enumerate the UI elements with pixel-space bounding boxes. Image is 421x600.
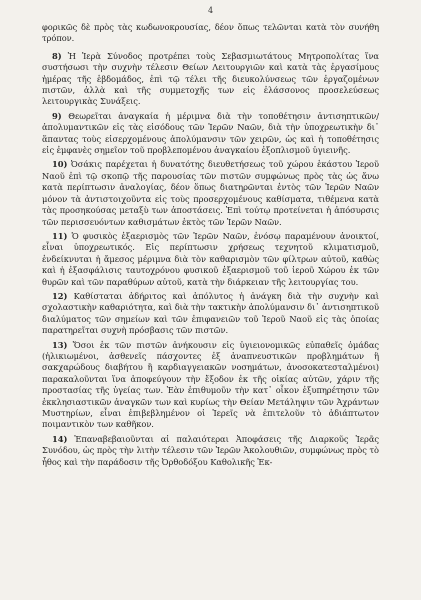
- page-number: 4: [207, 6, 214, 15]
- item-text: Ὀσάκις παρέχεται ἡ δυνατότης διευθετήσεως τοῦ χώρου ἑκάστου Ἱεροῦ Ναοῦ ἐπὶ τῷ σκοπῷ τῆς παρουσίας τῶν πιστῶν συμφώνως πρὸς τὰς ὡς ἄνω κατὰ περίπτωσιν ἀναλογίας, δέον ὅπως διατηρῶνται ἐντὸς τῶν Ἱερῶν Ναῶν μόνον τὰ ἀντιστοιχοῦντα εἰς τοὺς προσερχομένους καθίσματα, τιθέμενα κατὰ τὰς προσηκούσας μεταξὺ των ἀποστάσεις. Ἐπὶ τούτῳ προτείνεται ἡ ἀπόσυρσις τῶν περισσευόντων καθισμάτων ἐκτὸς τῶν Ἱερῶν Ναῶν.: [42, 159, 379, 227]
- item-number: 14): [52, 433, 68, 444]
- item-9-paragraph: [42, 111, 379, 157]
- item-text: Ὅσοι ἐκ τῶν πιστῶν ἀνήκουσιν εἰς ὑγιειονομικῶς εὐπαθεῖς ὁμάδας (ἡλικιωμένοι, ἀσθενεῖς πάσχοντες ἐξ ἀναπνευστικῶν προβλημάτων ἢ σακχαρώδους διαβήτου ἢ καρδιαγγειακῶν νοσημάτων, ἀνοσοκατεσταλμένοι) παρακαλοῦνται ἵνα ἀποφεύγουν τὴν ἔξοδον ἐκ τῆς οἰκίας αὐτῶν, χάριν τῆς προστασίας τῆς ὑγείας των. Ἐὰν ἐπιθυμοῦν τὴν κατ᾽ οἶκον ἐξυπηρέτησιν τῶν ἐκκλησιαστικῶν ἀναγκῶν των καὶ κυρίως τὴν Θείαν Μετάληψιν τῶν Ἀχράντων Μυστηρίων, εἶναι ἐπιβεβλημένον οἱ Ἱερεῖς νὰ ἐπιτελοῦν τὸ ἀδιάπτωτον ποιμαντικὸν των καθῆκον.: [42, 339, 379, 430]
- item-14-paragraph: [42, 434, 379, 468]
- item-8-paragraph: [42, 51, 379, 108]
- item-11-paragraph: [42, 231, 379, 288]
- item-text: Ἡ Ἱερὰ Σύνοδος προτρέπει τοὺς Σεβασμιωτάτους Μητροπολίτας ἵνα συστήσωσι τὴν συχνὴν τέλεσιν Θείων Λειτουργιῶν καὶ κατὰ τὰς ἐργασίμους ἡμέρας τῆς ἑβδομάδος, ἐπὶ τῷ τέλει τῆς διευκολύνσεως τῶν ἐργαζομένων πιστῶν, ἀλλὰ καὶ τῆς συμμετοχῆς των εἰς ἐλάσσονος προσελεύσεως λειτουργικὰς Συνάξεις.: [42, 50, 379, 107]
- item-number: 11): [52, 230, 68, 241]
- intro-paragraph: φορικῶς δὲ πρὸς τὰς κωδωνοκρουσίας, δέον ὅπως τελῶνται κατὰ τὸν συνήθη τρόπον.: [42, 22, 379, 44]
- item-number: 9): [52, 110, 62, 121]
- item-number: 10): [52, 159, 68, 170]
- item-number: 12): [52, 290, 68, 301]
- item-13-paragraph: [42, 340, 379, 431]
- item-text: Καθίσταται ἀδήριτος καὶ ἀπόλυτος ἡ ἀνάγκη διὰ τὴν συχνὴν καὶ σχολαστικὴν καθαριότητα, καὶ διὰ τὴν τακτικὴν ἀπολύμανσιν δι᾽ ἀντισηπτικοῦ διαλύματος τῶν σημείων καὶ τῶν ἐπιφανειῶν τοῦ Ἱεροῦ Ναοῦ εἰς τὰς ὁποίας παρατηρεῖται συχνὴ πρόσβασις τῶν πιστῶν.: [42, 290, 379, 336]
- item-number: 13): [52, 339, 68, 350]
- item-number: 8): [52, 50, 62, 61]
- item-text: Θεωρεῖται ἀναγκαία ἡ μέριμνα διὰ τὴν τοποθέτησιν ἀντισηπτικῶν/ἀπολυμαντικῶν εἰς τὰς εἰσόδους τῶν Ἱερῶν Ναῶν, διὰ τὴν ὑποχρεωτικὴν δι᾽ ἅπαντας τοὺς εἰσερχομένους ἀπολύμανσιν τῶν χειρῶν, ὡς καὶ ἡ τοποθέτησις εἰς ἐμφανὲς σημεῖον τοῦ προβλεπομένου ἀναγκαίου ἐξοπλισμοῦ ὑγιεινῆς.: [42, 110, 379, 156]
- item-text: Ὁ φυσικὸς ἐξαερισμὸς τῶν Ἱερῶν Ναῶν, ἐνόσῳ παραμένουν ἀνοικτοί, εἶναι ὑποχρεωτικός. Εἰς περίπτωσιν χρήσεως τεχνητοῦ κλιματισμοῦ, ἐνδείκνυται ἡ ἄμεσος μέριμνα διὰ τὸν καθαρισμὸν τῶν φίλτρων αὐτοῦ, καθὼς καὶ ἡ ἐξασφάλισις ταυτοχρόνου φυσικοῦ ἐξαερισμοῦ τοῦ ἱεροῦ Χώρου ἐκ τῶν θυρῶν καὶ τῶν παραθύρων αὐτοῦ, κατὰ τὴν διάρκειαν τῆς λειτουργίας του.: [42, 230, 380, 287]
- item-text: Ἐπαναβεβαιοῦνται αἱ παλαιότεραι Ἀποφάσεις τῆς Διαρκοῦς Ἱερᾶς Συνόδου, ὡς πρὸς τὴν λιτὴν τέλεσιν τῶν Ἱερῶν Ἀκολουθιῶν, συμφώνως πρὸς τὸ ἦθος καὶ τὴν παράδοσιν τῆς Ὀρθοδόξου Καθολικῆς Ἐκ-: [42, 433, 380, 467]
- item-10-paragraph: [42, 159, 379, 227]
- item-12-paragraph: [42, 291, 379, 337]
